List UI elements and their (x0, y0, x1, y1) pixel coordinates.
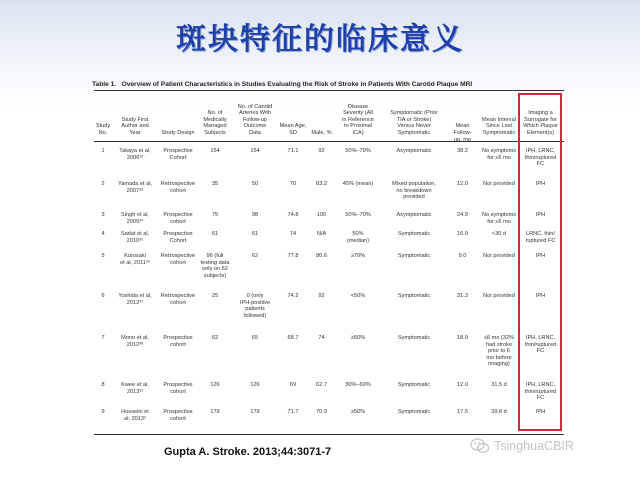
table-cell-managed-subjects: 35 (211, 181, 219, 187)
table-cell-male-pct: 62.7 (316, 382, 327, 388)
table-cell-mean-followup: 17.5 (457, 409, 468, 415)
table-cell-study-author: Sadat et al, 2010³⁵ (120, 231, 150, 244)
table-cell-mean-age: 74.8 (287, 212, 299, 218)
table-cell-male-pct: 100 (316, 212, 327, 218)
table-header-male-pct: Male, % (311, 130, 332, 136)
table-top-rule (94, 90, 564, 91)
table-cell-mean-age: 74 (289, 231, 297, 237)
table-cell-mean-followup: 31.3 (457, 293, 468, 299)
table-cell-male-pct: 92 (318, 148, 325, 154)
table-cell-managed-subjects: 179 (210, 409, 220, 415)
table-cell-arteries-followup: 65 (251, 335, 259, 341)
table-cell-mean-interval: <30 d (491, 231, 507, 237)
table-cell-study-no: 4 (101, 231, 105, 237)
table-cell-disease-severity: 50%–70% (345, 212, 371, 218)
table-cell-study-no: 7 (101, 335, 105, 341)
table-cell-disease-severity: 50% (median) (346, 231, 370, 244)
table-cell-study-no: 3 (101, 212, 105, 218)
imaging-column-highlight-box (518, 93, 562, 431)
table-cell-symptomatic: Symptomatic (397, 382, 431, 388)
table-cell-arteries-followup: 126 (250, 382, 260, 388)
table-cell-study-no: 5 (101, 253, 105, 259)
table-cell-arteries-followup: 50 (251, 181, 259, 187)
table-cell-study-no: 9 (101, 409, 105, 415)
table-header-mean-age: Mean Age, SD (279, 123, 307, 136)
table-cell-disease-severity: 45% (mean) (342, 181, 374, 187)
table-cell-managed-subjects: 61 (211, 231, 219, 237)
table-cell-study-author: Hosseini et al, 2013³ (121, 409, 149, 422)
watermark-text: TsinghuaCBIR (494, 439, 574, 453)
table-cell-study-author: Kurosaki et al, 2011³⁶ (120, 253, 150, 266)
table-cell-study-design: Retrospective cohort (160, 253, 196, 266)
table-cell-managed-subjects: 96 (full testing data only on 62 subjects) (200, 253, 230, 279)
table-cell-study-no: 1 (101, 148, 105, 154)
wechat-icon (470, 438, 490, 454)
table-cell-mean-interval: No symptoms for ≤6 mo (481, 148, 517, 161)
table-cell-arteries-followup: 62 (251, 253, 259, 259)
table-cell-imaging-element: IPH, LRNC, thin/ruptured FC (524, 335, 557, 355)
table-cell-study-design: Retrospective cohort (160, 293, 196, 306)
table-cell-male-pct: N/A (316, 231, 327, 237)
table-cell-mean-interval: Not provided (483, 293, 515, 299)
table-cell-imaging-element: IPH (535, 293, 546, 299)
table-cell-study-author: Yamada et al, 2007³⁹ (117, 181, 153, 194)
table-cell-study-author: Yoshida et al, 2012³⁷ (118, 293, 152, 306)
table-header-study-design: Study Design (161, 130, 195, 136)
table-cell-symptomatic: Symptomatic (397, 335, 431, 341)
table-cell-mean-followup: 16.9 (457, 231, 468, 237)
table-cell-imaging-element: LRNC, thin/ ruptured FC (525, 231, 556, 244)
table-caption-text: Overview of Patient Characteristics in Studies Evaluating the Risk of Stroke in Patients With Carotid Plaque MRI (121, 81, 473, 88)
table-header-mean-followup: Mean Follow- up, mo (453, 123, 472, 143)
table-cell-study-author: Kwee et al, 2013³¹ (121, 382, 149, 395)
table-header-rule (94, 141, 564, 142)
table-header-managed-subjects: No. of Medically Managed Subjects (203, 110, 227, 136)
table-cell-mean-age: 68.7 (287, 335, 299, 341)
table-cell-study-no: 8 (101, 382, 105, 388)
table-cell-managed-subjects: 25 (211, 293, 219, 299)
table-cell-study-design: Prospective cohort (163, 382, 193, 395)
table-cell-mean-interval: Not provided (483, 253, 515, 259)
table-header-imaging-element: Imaging a Surrogate for Which Plaque Element(s) (523, 110, 558, 136)
table-cell-male-pct: 92 (318, 293, 325, 299)
table-caption (92, 81, 562, 88)
table-cell-male-pct: 83.2 (316, 181, 327, 187)
table-cell-mean-age: 74.2 (287, 293, 299, 299)
table-header-symptomatic: Symptomatic (Prior TIA or Stroke) Versus Never Symptomatic (390, 110, 438, 136)
table-cell-mean-interval: Not provided (483, 181, 515, 187)
table-cell-mean-followup: 18.9 (457, 335, 468, 341)
table-header-study-author: Study First Author and Year (121, 116, 149, 136)
table-header-arteries-followup: No. of Carotid Arteries With Follow-up Outcome Data (237, 103, 273, 136)
table-cell-imaging-element: IPH, LRNC, thin/ruptured FC (524, 148, 557, 168)
table-cell-imaging-element: IPH (535, 212, 546, 218)
table-cell-arteries-followup: 154 (250, 148, 260, 154)
table-cell-arteries-followup: 98 (251, 212, 259, 218)
table-cell-symptomatic: Asymptomatic (396, 212, 432, 218)
table-cell-mean-interval: 39.6 d (491, 409, 507, 415)
table-cell-managed-subjects: 126 (210, 382, 220, 388)
table-header-mean-interval: Mean Interval Since Last Symptomatic (482, 116, 516, 136)
table-cell-mean-interval: 31.5 d (491, 382, 507, 388)
table-cell-male-pct: 80.6 (316, 253, 327, 259)
table-cell-imaging-element: IPH, LRNC, thin/ruptured FC (524, 382, 557, 402)
table-cell-managed-subjects: 75 (211, 212, 219, 218)
table-cell-study-author: Mono et al, 2012³⁸ (121, 335, 149, 348)
table-cell-mean-age: 71.1 (287, 148, 299, 154)
table-cell-study-author: Singh et al, 2009³⁴ (121, 212, 149, 225)
table-cell-managed-subjects: 154 (210, 148, 220, 154)
table-cell-mean-followup: 38.2 (457, 148, 468, 154)
table-cell-disease-severity: 50%–79% (345, 148, 371, 154)
table-cell-symptomatic: Symptomatic (397, 253, 431, 259)
table-header-disease-severity: Disease Severity (All in Reference to Proximal ICA) (342, 103, 374, 136)
table-cell-study-no: 2 (101, 181, 105, 187)
table-cell-imaging-element: IPH (535, 409, 546, 415)
table-cell-study-design: Prospective Cohort (163, 231, 193, 244)
table-cell-arteries-followup: 0 (only IPH-positive patients followed) (239, 293, 271, 319)
table-cell-mean-followup: 12.0 (457, 382, 468, 388)
table-cell-symptomatic: Mixed population, no breakdown provided (392, 181, 436, 201)
table-cell-imaging-element: IPH (535, 253, 546, 259)
table-label: Table 1. (92, 81, 117, 88)
table-cell-mean-followup: 9.0 (458, 253, 467, 259)
table-cell-disease-severity: ≥50% (350, 409, 366, 415)
table-bottom-rule (94, 434, 564, 435)
table-cell-imaging-element: IPH (535, 181, 546, 187)
table-cell-study-no: 6 (101, 293, 105, 299)
table-cell-study-design: Prospective cohort (163, 409, 193, 422)
table-cell-study-design: Prospective Cohort (163, 148, 193, 161)
table-cell-arteries-followup: 61 (251, 231, 259, 237)
table-header-study-no: Study No. (95, 123, 111, 136)
table-cell-study-author: Takaya et al, 2006³² (119, 148, 151, 161)
table-cell-disease-severity: 30%–69% (345, 382, 371, 388)
table-cell-mean-age: 69 (289, 382, 297, 388)
table-cell-disease-severity: <50% (350, 293, 366, 299)
table-cell-male-pct: 74 (318, 335, 325, 341)
table-cell-symptomatic: Symptomatic (397, 409, 431, 415)
table-cell-symptomatic: Asymptomatic (396, 148, 432, 154)
table-cell-symptomatic: Symptomatic (397, 293, 431, 299)
watermark (470, 438, 574, 454)
table-cell-mean-age: 70 (289, 181, 297, 187)
slide-title: 斑块特征的临床意义 (176, 22, 464, 57)
table-cell-mean-age: 71.7 (287, 409, 299, 415)
table-cell-disease-severity: ≥70% (350, 253, 366, 259)
table-cell-mean-age: 77.8 (287, 253, 299, 259)
citation: Gupta A. Stroke. 2013;44:3071-7 (164, 446, 332, 458)
table-cell-mean-followup: 12.0 (457, 181, 468, 187)
table-cell-male-pct: 70.9 (316, 409, 327, 415)
table-cell-managed-subjects: 62 (211, 335, 219, 341)
table-cell-mean-interval: ≤6 mo (32% had stroke prior to 6 mo before imaging) (483, 335, 515, 368)
table-cell-arteries-followup: 179 (250, 409, 260, 415)
table-cell-study-design: Prospective cohort (163, 212, 193, 225)
table-cell-mean-followup: 24.9 (457, 212, 468, 218)
table-cell-study-design: Prospective cohort (163, 335, 193, 348)
table-cell-mean-interval: No symptoms for ≤6 mo (481, 212, 517, 225)
table-cell-study-design: Retrospective cohort (160, 181, 196, 194)
table-cell-symptomatic: Symptomatic (397, 231, 431, 237)
table-cell-disease-severity: ≥50% (350, 335, 366, 341)
